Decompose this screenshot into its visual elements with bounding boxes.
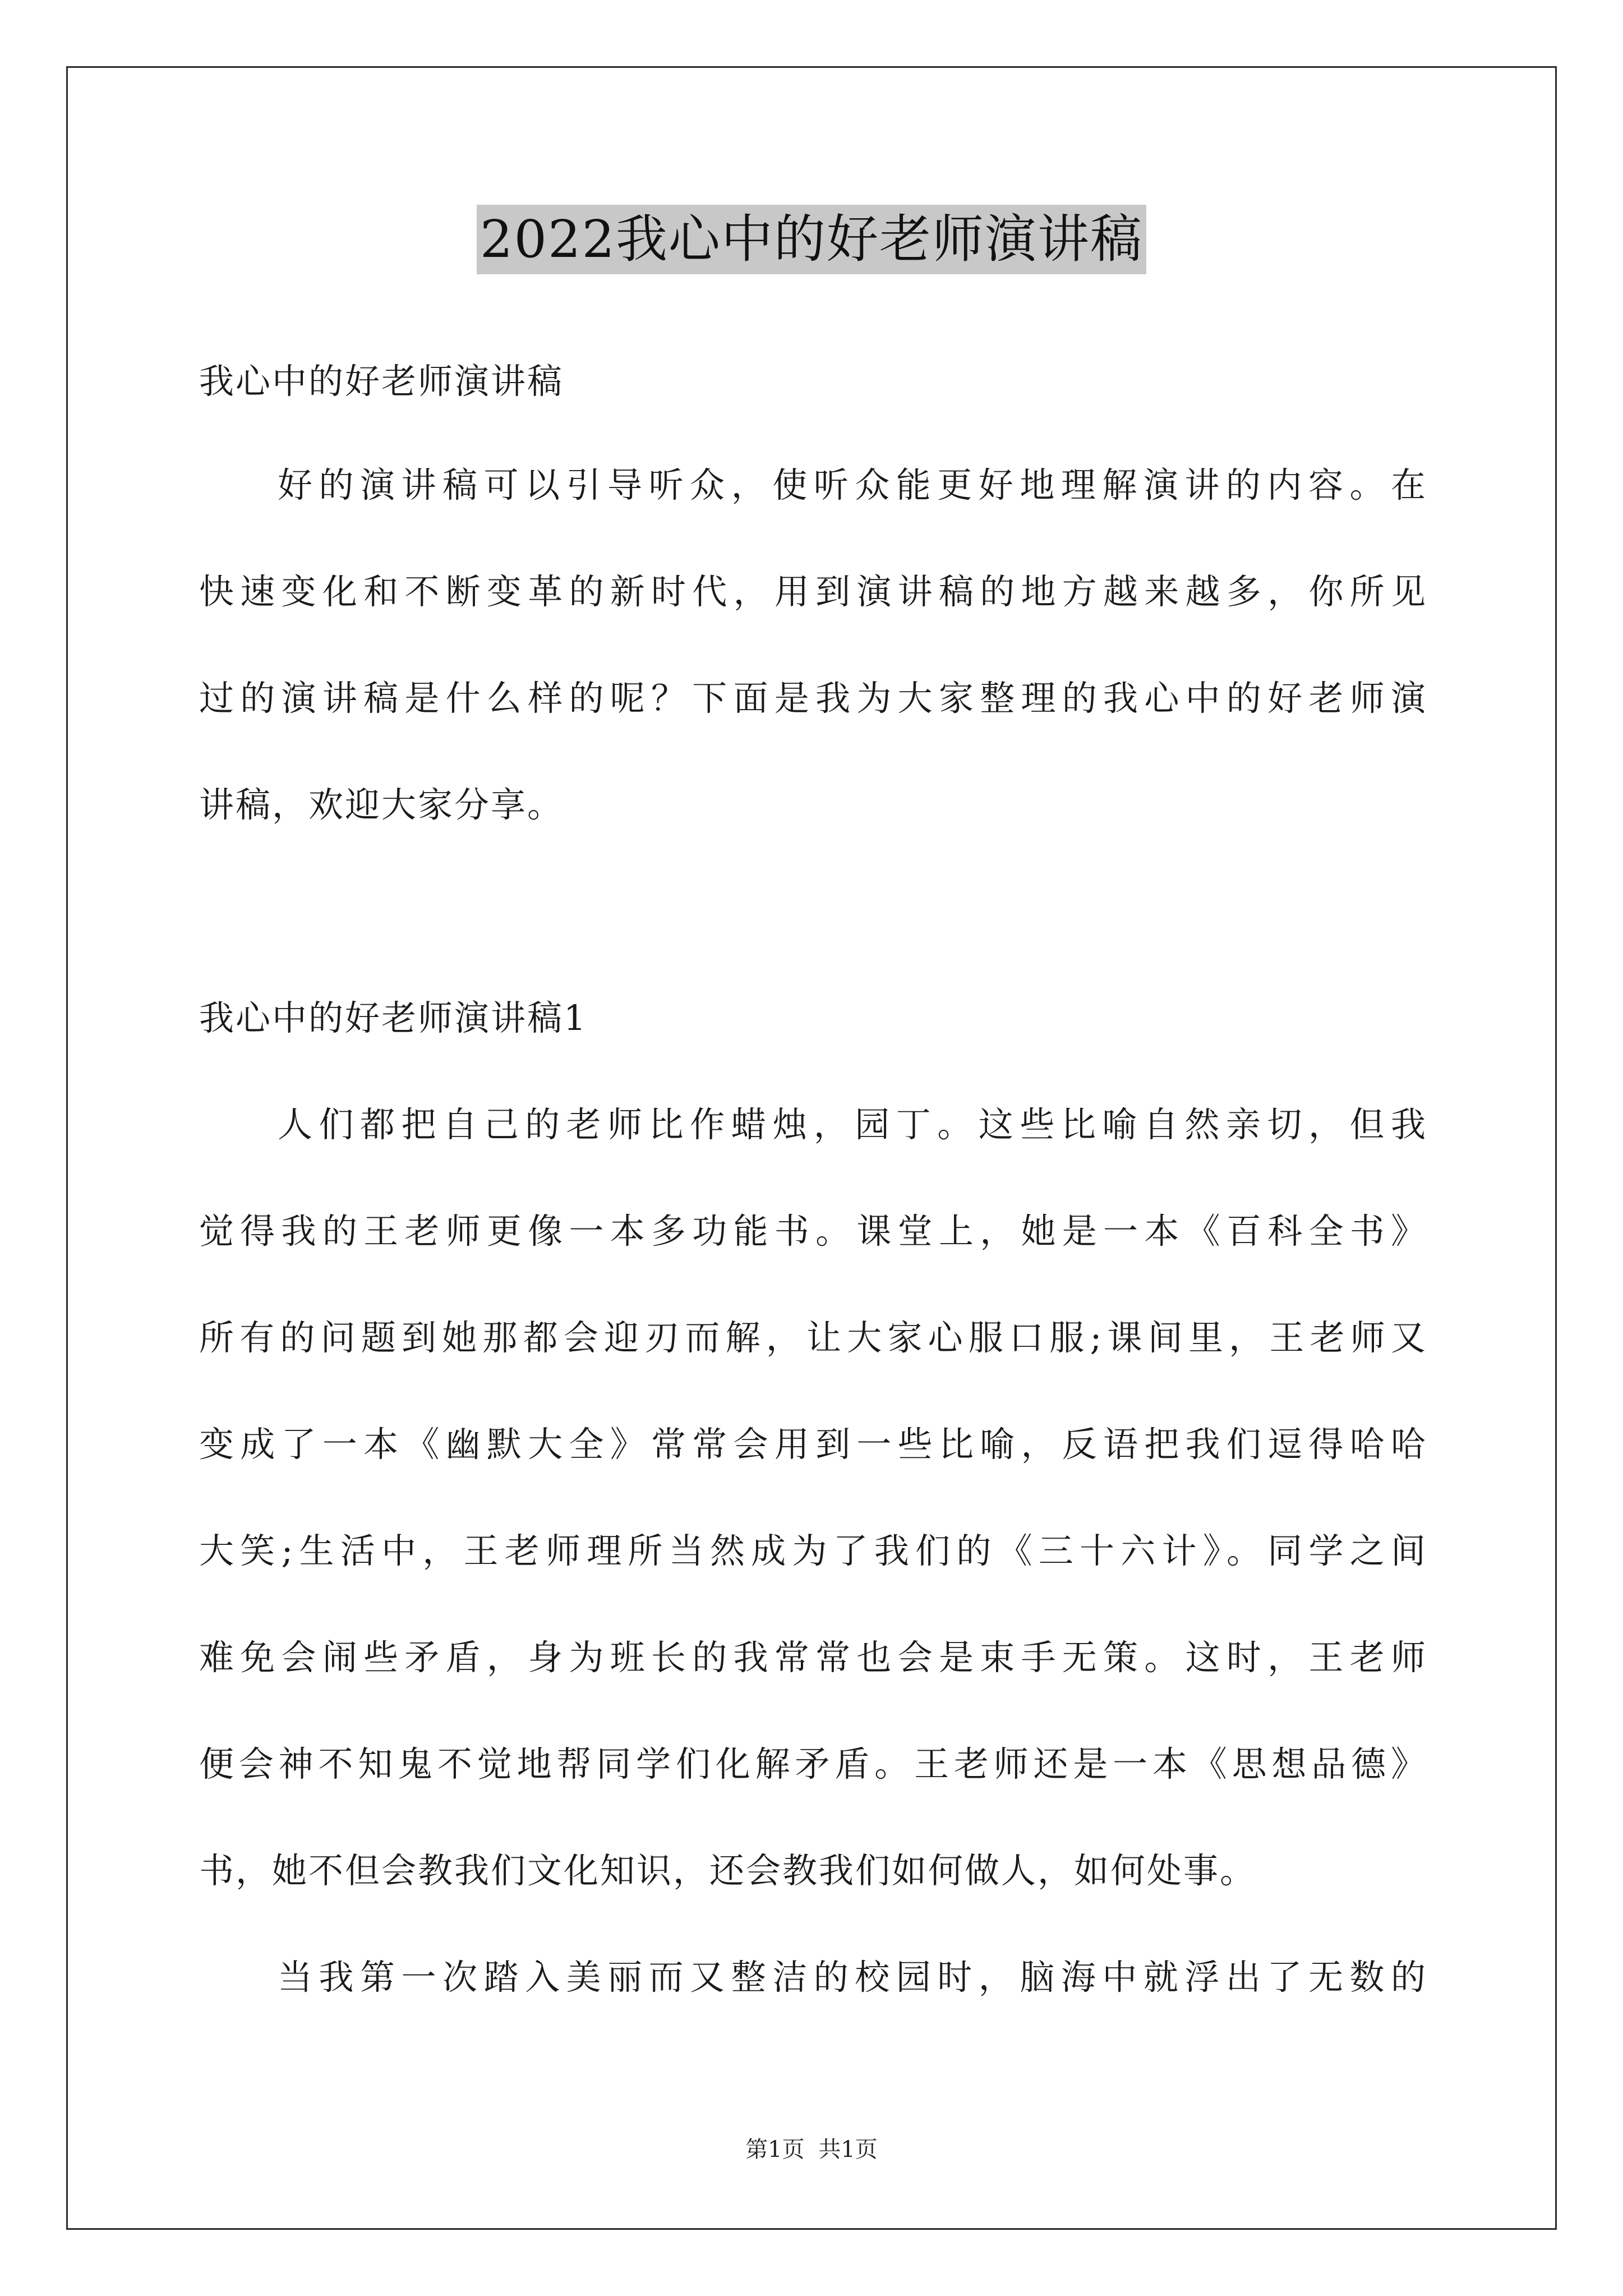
page-number: 第1页 xyxy=(745,2137,805,2162)
paragraph-line: 好的演讲稿可以引导听众，使听众能更好地理解演讲的内容。在 xyxy=(278,464,1427,505)
paragraph-line: 过的演讲稿是什么样的呢？下面是我为大家整理的我心中的好老师演 xyxy=(199,678,1427,719)
document-title: 2022我心中的好老师演讲稿 xyxy=(477,205,1146,274)
paragraph-line: 书，她不但会教我们文化知识，还会教我们如何做人，如何处事。 xyxy=(199,1850,1257,1891)
paragraph-line: 便会神不知鬼不觉地帮同学们化解矛盾。王老师还是一本《思想品德》 xyxy=(199,1743,1427,1784)
page-footer xyxy=(0,2132,1623,2164)
paragraph-line: 大笑;生活中，王老师理所当然成为了我们的《三十六计》。同学之间 xyxy=(199,1530,1427,1571)
paragraph-line: 当我第一次踏入美丽而又整洁的校园时，脑海中就浮出了无数的 xyxy=(278,1957,1427,1998)
paragraph-line: 难免会闹些矛盾，身为班长的我常常也会是束手无策。这时，王老师 xyxy=(199,1637,1427,1678)
section-heading: 我心中的好老师演讲稿 xyxy=(199,361,564,402)
page-total: 共1页 xyxy=(818,2137,878,2162)
paragraph-line: 所有的问题到她那都会迎刃而解，让大家心服口服;课间里，王老师又 xyxy=(199,1317,1427,1358)
paragraph-line: 人们都把自己的老师比作蜡烛，园丁。这些比喻自然亲切，但我 xyxy=(278,1104,1427,1145)
section-heading: 我心中的好老师演讲稿1 xyxy=(199,997,588,1038)
paragraph-line: 讲稿，欢迎大家分享。 xyxy=(199,784,564,825)
paragraph-line: 变成了一本《幽默大全》常常会用到一些比喻，反语把我们逗得哈哈 xyxy=(199,1424,1427,1465)
paragraph-line: 觉得我的王老师更像一本多功能书。课堂上，她是一本《百科全书》 xyxy=(199,1211,1427,1251)
paragraph-line: 快速变化和不断变革的新时代，用到演讲稿的地方越来越多，你所见 xyxy=(199,571,1427,612)
title-container xyxy=(0,205,1623,274)
